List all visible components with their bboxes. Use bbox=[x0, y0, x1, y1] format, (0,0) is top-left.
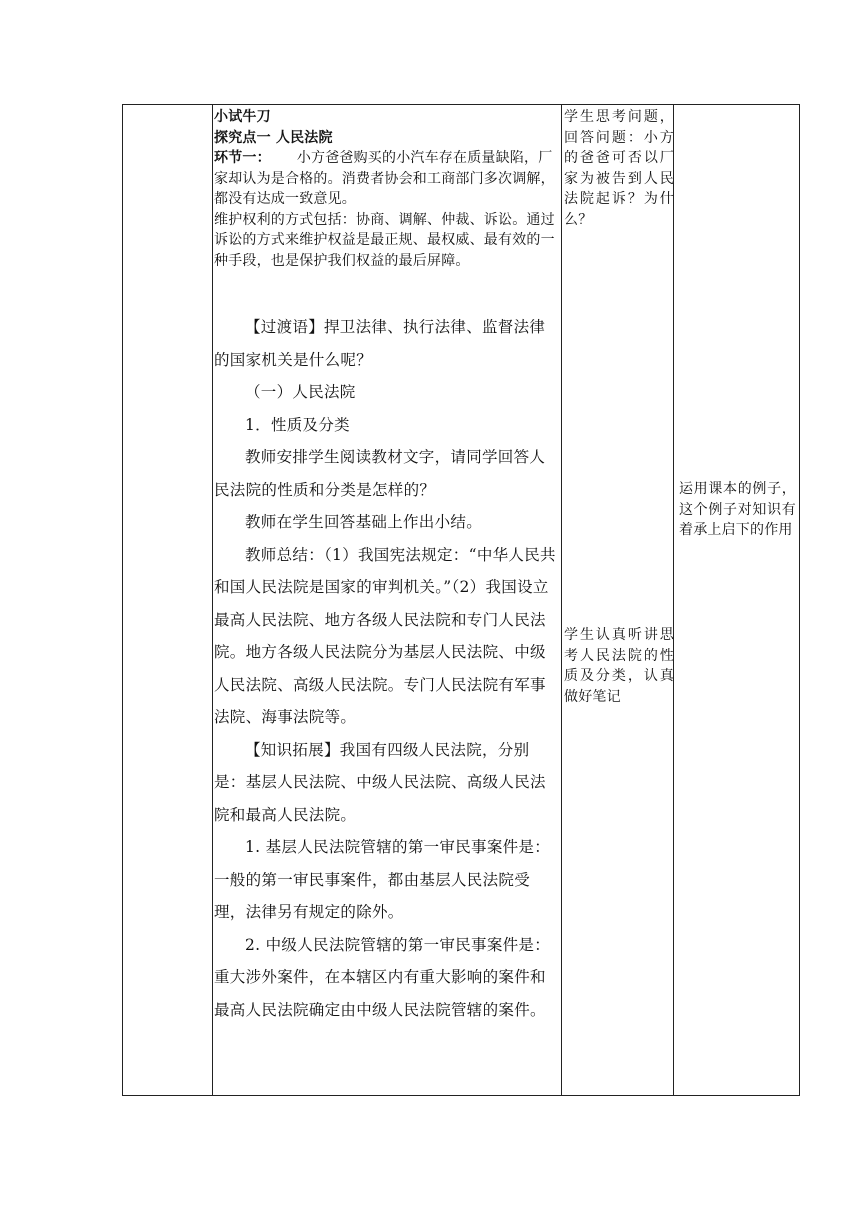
teacher-summary-intro: 教师在学生回答基础上作出小结。 bbox=[245, 513, 483, 531]
student-activity-notes: 学生认真听讲思考人民法院的性质及分类，认真做好笔记 bbox=[564, 627, 674, 705]
column-divider bbox=[673, 105, 674, 1095]
section-title: 小试牛刀 bbox=[214, 109, 271, 125]
section-heading: （一）人民法院 bbox=[245, 383, 356, 401]
rights-paragraph: 维护权利的方式包括：协商、调解、仲裁、诉讼。通过诉讼的方式来维护权益是最正规、最权威、最有效的一种手段，也是保护我们权益的最后屏障。 bbox=[214, 211, 555, 269]
teacher-arrange-paragraph: 教师安排学生阅读教材文字，请同学回答人民法院的性质和分类是怎样的？ bbox=[214, 448, 546, 499]
teacher-summary-paragraph: 教师总结：（1）我国宪法规定：“中华人民共和国人民法院是国家的审判机关。”（2）我国设立最高人民法院、地方各级人民法院和专门人民法院。地方各级人民法院分为基层人民法院、中级人民法院、高级人民法院。专门人民法院有军事法院、海事法院等。 bbox=[214, 545, 556, 726]
column-divider bbox=[212, 105, 213, 1095]
student-activity-question: 学生思考问题，回答问题：小方的爸爸可否以厂家为被告到人民法院起诉？为什么？ bbox=[564, 109, 674, 228]
topic-heading: 探究点一 人民法院 bbox=[214, 129, 333, 146]
subsection-heading: 1．性质及分类 bbox=[245, 415, 350, 434]
step-label: 环节一： bbox=[214, 150, 271, 166]
transition-paragraph: 【过渡语】捍卫法律、执行法律、监督法律的国家机关是什么呢？ bbox=[214, 318, 546, 369]
step-text: 小方爸爸购买的小汽车存在质量缺陷，厂家却认为是合格的。消费者协会和工商部门多次调解，都没有达成一致意见。 bbox=[214, 150, 555, 207]
knowledge-extension-paragraph: 【知识拓展】我国有四级人民法院，分别是：基层人民法院、中级人民法院、高级人民法院和最高人民法院。 bbox=[214, 740, 546, 824]
list-item: 1. 基层人民法院管辖的第一审民事案件是：一般的第一审民事案件，都由基层人民法院受理，法律另有规定的除外。 bbox=[214, 838, 551, 921]
design-intent-note: 运用课本的例子，这个例子对知识有着承上启下的作用 bbox=[679, 481, 796, 538]
column-divider bbox=[561, 105, 562, 1095]
teaching-content-cell bbox=[214, 107, 559, 1026]
list-item: 2. 中级人民法院管辖的第一审民事案件是：重大涉外案件，在本辖区内有重大影响的案件和最高人民法院确定由中级人民法院管辖的案件。 bbox=[214, 935, 551, 1019]
step-paragraph bbox=[214, 148, 559, 210]
lesson-table bbox=[122, 104, 800, 1096]
